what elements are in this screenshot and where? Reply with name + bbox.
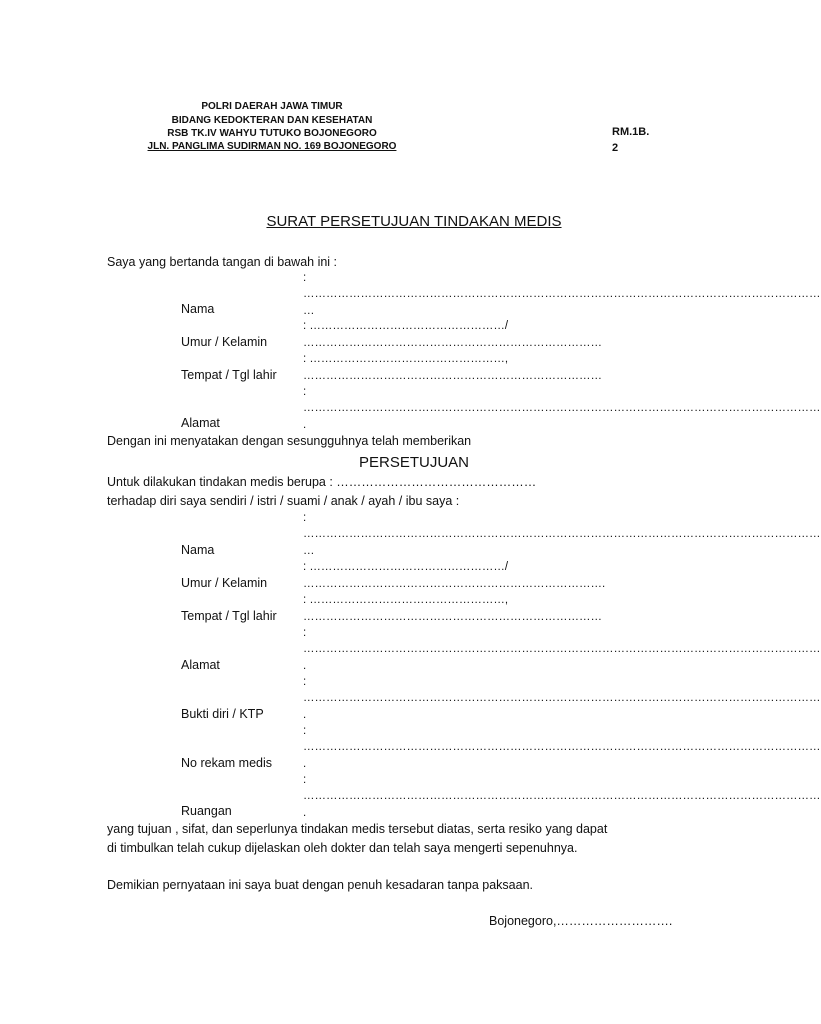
fill-colon: :: [303, 774, 307, 786]
label-bukti-diri-ktp: Bukti diri / KTP: [181, 707, 264, 721]
fill-dots-end: .: [303, 709, 307, 721]
fill-dots: : ……………………………………………,: [303, 353, 509, 365]
fill-dots-end: .: [303, 660, 307, 672]
fill-dots: ………………………………………………………………………………………………………………………: [303, 288, 821, 300]
header-line-hospital: RSB TK.IV WAHYU TUTUKO BOJONEGORO: [167, 128, 377, 139]
label-tempat-tgl-lahir: Tempat / Tgl lahir: [181, 609, 277, 623]
label-nama: Nama: [181, 302, 215, 316]
closing-line-2: di timbulkan telah cukup dijelaskan oleh dokter dan telah saya mengerti sepenuhnya.: [107, 841, 578, 855]
fill-colon: :: [303, 725, 307, 737]
fill-dots-end: .: [303, 419, 307, 431]
relation-line: terhadap diri saya sendiri / istri / suami / anak / ayah / ibu saya :: [107, 494, 460, 508]
fill-colon: :: [303, 272, 307, 284]
label-alamat: Alamat: [181, 658, 220, 672]
fill-dots-end: …: [303, 305, 315, 317]
fill-dots: ……………………………………………………………………: [303, 611, 602, 623]
label-umur-kelamin: Umur / Kelamin: [181, 335, 268, 349]
fill-colon: :: [303, 627, 307, 639]
fill-dots: : ……………………………………………/: [303, 320, 509, 332]
fill-dots: : ……………………………………………,: [303, 594, 509, 606]
fill-dots: : ……………………………………………/: [303, 561, 509, 573]
fill-dots: ……………………………………………………………………: [303, 337, 602, 349]
declaration-text: Demikian pernyataan ini saya buat dengan penuh kesadaran tanpa paksaan.: [107, 878, 534, 892]
place-date: Bojonegoro,……………………….: [489, 914, 673, 928]
fill-dots: ………………………………………………………………………………………………………………………: [303, 790, 821, 802]
label-ruangan: Ruangan: [181, 804, 232, 818]
label-nama: Nama: [181, 543, 215, 557]
section-subtitle: PERSETUJUAN: [358, 454, 470, 471]
label-umur-kelamin: Umur / Kelamin: [181, 576, 268, 590]
fill-dots: ………………………………………………………………………………………………………………………: [303, 692, 821, 704]
intro-text: Saya yang bertanda tangan di bawah ini :: [107, 255, 338, 269]
header-line-division: BIDANG KEDOKTERAN DAN KESEHATAN: [171, 115, 373, 126]
fill-dots: …………………………………………………………………….: [303, 578, 606, 590]
fill-colon: :: [303, 386, 307, 398]
fill-dots: ……………………………………………………………………: [303, 370, 602, 382]
fill-dots: ………………………………………………………………………………………………………………………: [303, 741, 821, 753]
form-code-line2: 2: [612, 142, 619, 154]
form-code-line1: RM.1B.: [612, 126, 650, 138]
label-tempat-tgl-lahir: Tempat / Tgl lahir: [181, 368, 277, 382]
label-alamat: Alamat: [181, 416, 220, 430]
fill-dots-end: …: [303, 545, 315, 557]
action-line: Untuk dilakukan tindakan medis berupa : …………………………………………: [107, 475, 537, 489]
label-no-rekam-medis: No rekam medis: [181, 756, 272, 770]
closing-line-1: yang tujuan , sifat, dan seperlunya tindakan medis tersebut diatas, serta resiko yang dapat: [107, 822, 608, 836]
fill-dots: ………………………………………………………………………………………………………………………: [303, 528, 821, 540]
fill-dots: ………………………………………………………………………………………………………………………: [303, 643, 821, 655]
header-line-police: POLRI DAERAH JAWA TIMUR: [201, 101, 343, 112]
statement-text: Dengan ini menyatakan dengan sesungguhnya telah memberikan: [107, 434, 472, 448]
fill-dots-end: .: [303, 807, 307, 819]
fill-dots-end: .: [303, 758, 307, 770]
fill-colon: :: [303, 676, 307, 688]
fill-dots: ………………………………………………………………………………………………………………………: [303, 402, 821, 414]
page-title: SURAT PERSETUJUAN TINDAKAN MEDIS: [266, 213, 562, 230]
header-line-address: JLN. PANGLIMA SUDIRMAN NO. 169 BOJONEGORO: [147, 141, 397, 152]
fill-colon: :: [303, 512, 307, 524]
